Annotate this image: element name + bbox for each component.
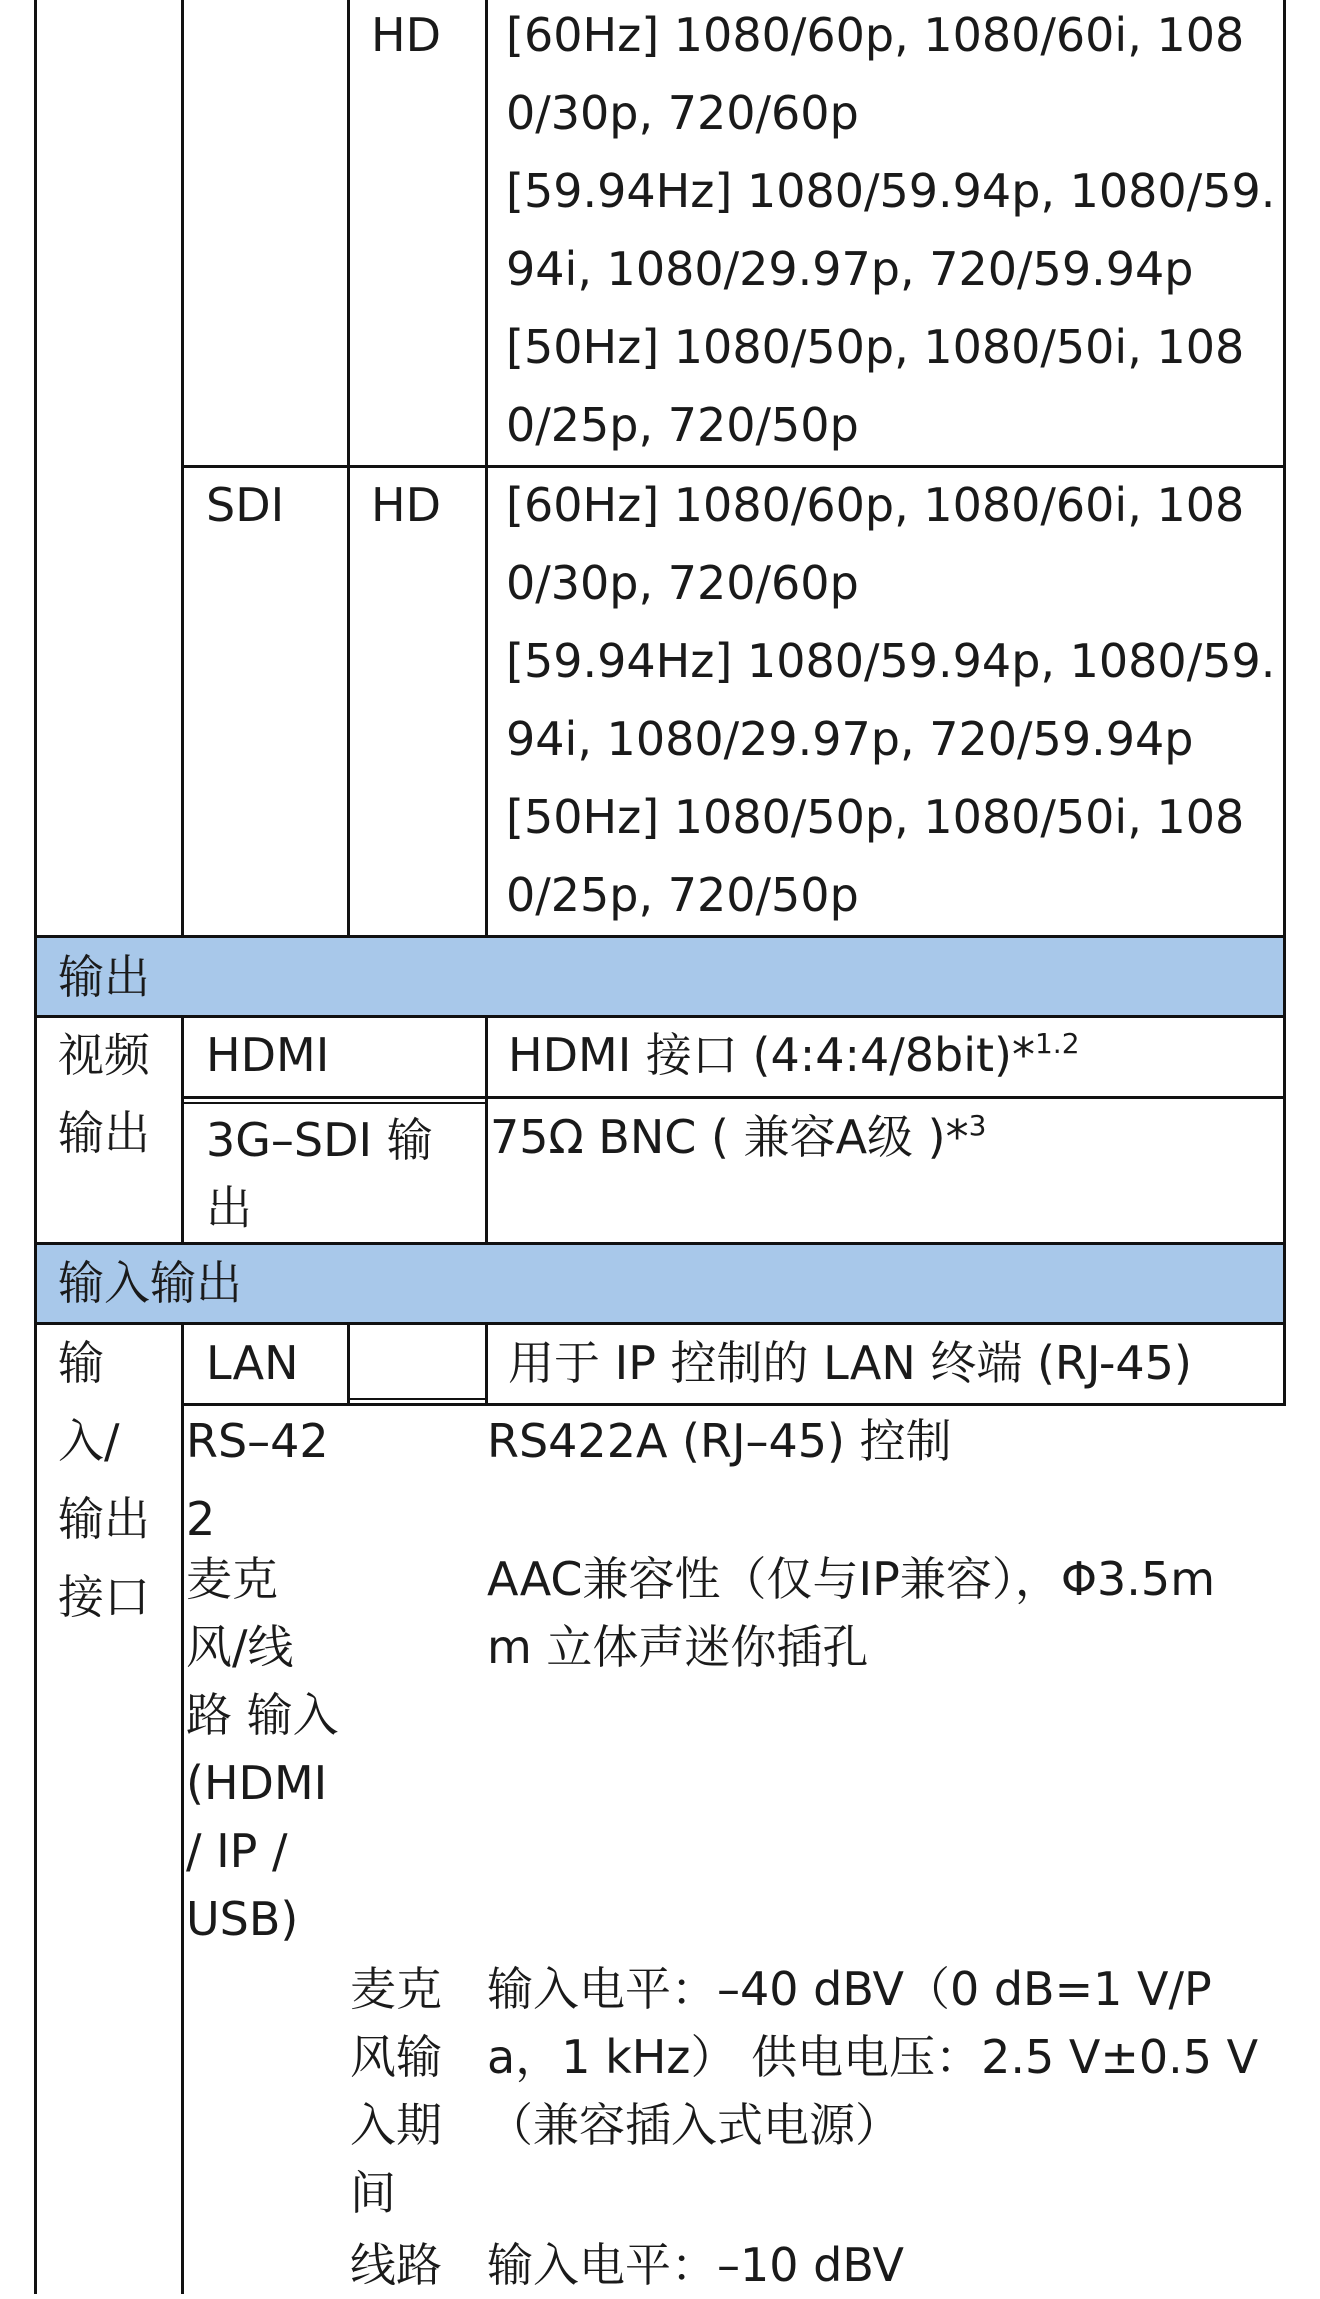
mic-line-name-2: 风/线 bbox=[186, 1620, 294, 1674]
sdi-output-name-1: 3G–SDI 输 bbox=[206, 1113, 433, 1167]
sdi-input-line-2: 0/30p, 720/60p bbox=[506, 556, 859, 610]
sdi-output-footnote: 3 bbox=[968, 1109, 987, 1142]
rule-hdmi-bottom-2 bbox=[181, 1102, 487, 1104]
mic-input-value-2: a，1 kHz） 供电电压：2.5 V±0.5 V bbox=[487, 2030, 1259, 2084]
col-divider-1b bbox=[181, 1017, 184, 1244]
mic-line-name-1: 麦克 bbox=[186, 1552, 278, 1606]
output-section-band bbox=[36, 937, 1286, 1017]
io-group-label-2: 入/ bbox=[58, 1414, 120, 1468]
table-border-left bbox=[34, 0, 37, 2294]
video-output-label-2: 输出 bbox=[58, 1106, 150, 1160]
mic-line-name-3: 路 输入 bbox=[186, 1688, 339, 1742]
hdmi-output-name: HDMI bbox=[206, 1028, 330, 1082]
hdmi-input-format: HD bbox=[371, 8, 442, 62]
video-output-label-1: 视频 bbox=[58, 1028, 150, 1082]
sdi-input-format: HD bbox=[371, 478, 442, 532]
lan-value: 用于 IP 控制的 LAN 终端 (RJ-45) bbox=[508, 1336, 1192, 1390]
col-divider-2b bbox=[347, 1324, 350, 1404]
sdi-input-line-1: [60Hz] 1080/60p, 1080/60i, 108 bbox=[506, 478, 1245, 532]
mic-input-name-1: 麦克 bbox=[350, 1962, 442, 2016]
mic-line-value-2: m 立体声迷你插孔 bbox=[487, 1620, 869, 1674]
mic-input-value-1: 输入电平：–40 dBV（0 dB=1 V/P bbox=[487, 1962, 1212, 2016]
mic-line-name-4: (HDMI bbox=[186, 1756, 328, 1810]
rule-output-top bbox=[34, 935, 1286, 938]
sdi-input-line-3: [59.94Hz] 1080/59.94p, 1080/59. bbox=[506, 634, 1276, 688]
hdmi-input-line-2: 0/30p, 720/60p bbox=[506, 86, 859, 140]
col-divider-1 bbox=[181, 0, 184, 937]
sdi-input-line-4: 94i, 1080/29.97p, 720/59.94p bbox=[506, 712, 1194, 766]
sdi-input-line-6: 0/25p, 720/50p bbox=[506, 868, 859, 922]
col-divider-3 bbox=[485, 0, 488, 937]
sdi-input-line-5: [50Hz] 1080/50p, 1080/50i, 108 bbox=[506, 790, 1245, 844]
io-group-label-3: 输出 bbox=[58, 1492, 150, 1546]
io-group-label-4: 接口 bbox=[58, 1570, 150, 1624]
hdmi-output-footnote: 1.2 bbox=[1034, 1027, 1080, 1060]
hdmi-output-value: HDMI 接口 (4:4:4/8bit)*$^{1.2}$ bbox=[508, 1027, 1080, 1082]
output-section-title: 输出 bbox=[58, 950, 150, 1004]
io-section-title: 输入输出 bbox=[58, 1256, 242, 1310]
mic-line-name-6: USB) bbox=[186, 1892, 299, 1946]
rule-lan-bottom-2 bbox=[347, 1398, 487, 1400]
sdi-output-value: 75Ω BNC ( 兼容A级 )*$^3$ bbox=[490, 1109, 987, 1164]
hdmi-input-line-5: [50Hz] 1080/50p, 1080/50i, 108 bbox=[506, 320, 1245, 374]
io-group-label-1: 输 bbox=[58, 1336, 104, 1390]
col-divider-3c bbox=[485, 1324, 488, 1404]
rs422-name-2: 2 bbox=[186, 1492, 216, 1546]
sdi-output-name-2: 出 bbox=[206, 1181, 252, 1235]
hdmi-input-line-6: 0/25p, 720/50p bbox=[506, 398, 859, 452]
col-divider-2 bbox=[347, 0, 350, 937]
sdi-input-interface: SDI bbox=[206, 478, 285, 532]
mic-input-name-2: 风输 bbox=[350, 2030, 442, 2084]
mic-input-value-3: （兼容插入式电源） bbox=[487, 2098, 901, 2152]
hdmi-input-line-3: [59.94Hz] 1080/59.94p, 1080/59. bbox=[506, 164, 1276, 218]
line-input-value: 输入电平：–10 dBV bbox=[487, 2238, 904, 2292]
mic-input-name-4: 间 bbox=[350, 2166, 396, 2220]
hdmi-input-line-4: 94i, 1080/29.97p, 720/59.94p bbox=[506, 242, 1194, 296]
mic-line-value-1: AAC兼容性（仅与IP兼容），Φ3.5m bbox=[487, 1552, 1216, 1606]
lan-name: LAN bbox=[206, 1336, 299, 1390]
col-divider-1c bbox=[181, 1324, 184, 2294]
line-input-name: 线路 bbox=[350, 2238, 442, 2292]
mic-line-name-5: / IP / bbox=[186, 1824, 288, 1878]
hdmi-input-line-1: [60Hz] 1080/60p, 1080/60i, 108 bbox=[506, 8, 1245, 62]
rs422-name-1: RS–42 bbox=[186, 1414, 329, 1468]
table-border-right bbox=[1283, 0, 1286, 1406]
mic-input-name-3: 入期 bbox=[350, 2098, 442, 2152]
rs422-value: RS422A (RJ–45) 控制 bbox=[487, 1414, 952, 1468]
col-divider-3b bbox=[485, 1017, 488, 1244]
